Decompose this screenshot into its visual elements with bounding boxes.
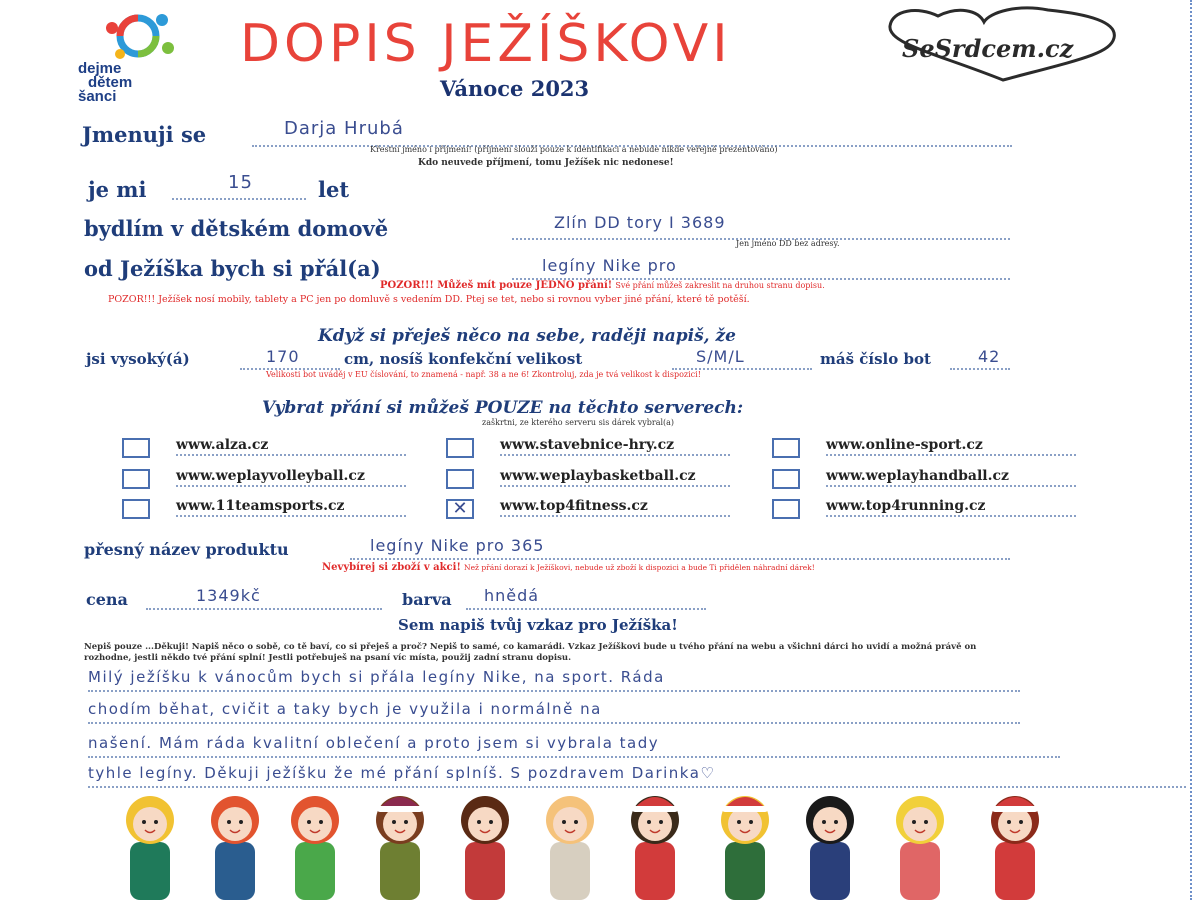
server-label: www.weplaybasketball.cz xyxy=(500,468,696,484)
server-line xyxy=(176,515,406,517)
server-line xyxy=(176,485,406,487)
product-value: legíny Nike pro 365 xyxy=(370,536,545,555)
sale-warning xyxy=(322,562,815,573)
server-line xyxy=(500,515,730,517)
server-line xyxy=(826,485,1076,487)
wish-warning-1-bold: POZOR!!! Můžeš mít pouze JEDNO přání! xyxy=(380,280,613,291)
shoe-line xyxy=(950,368,1010,370)
name-note: Křestní jméno i příjmení! (příjmení slouží pouze k identifikaci a nebude nikde veřejně prezentováno) xyxy=(370,145,778,154)
server-label: www.top4running.cz xyxy=(826,498,986,514)
child-figure xyxy=(806,796,854,900)
size-value: S/M/L xyxy=(696,347,745,366)
server-checkbox[interactable] xyxy=(446,469,474,489)
age-label-pre: je mi xyxy=(88,177,147,202)
shoe-value: 42 xyxy=(978,347,1001,366)
name-value: Darja Hrubá xyxy=(284,118,404,139)
checkmark-x-icon: ✕ xyxy=(452,498,468,519)
server-checkbox[interactable] xyxy=(122,469,150,489)
logo-text: dejme dětem šanci xyxy=(78,60,133,105)
sale-warning-rest: Než přání dorazí k Ježíškovi, nebude už zboží k dispozici a bude Ti přidělen náhradní dárek! xyxy=(464,563,815,572)
message-line-4: tyhle legíny. Děkuji ježíšku že mé přání splníš. S pozdravem Darinka♡ xyxy=(88,764,1186,788)
message-line-2: chodím běhat, cvičit a taky bych je využila i normálně na xyxy=(88,700,1020,724)
sale-warning-bold: Nevybírej si zboží v akci! xyxy=(322,562,461,573)
child-figure xyxy=(211,796,259,900)
page-dotted-border xyxy=(1190,0,1192,900)
price-line xyxy=(146,608,382,610)
server-label: www.online-sport.cz xyxy=(826,437,983,453)
server-checkbox[interactable] xyxy=(772,469,800,489)
server-line xyxy=(826,515,1076,517)
size-label: cm, nosíš konfekční velikost xyxy=(344,350,583,368)
price-label: cena xyxy=(86,590,128,609)
server-label: www.stavebnice-hry.cz xyxy=(500,437,675,453)
child-figure xyxy=(631,796,679,900)
wish-value: legíny Nike pro xyxy=(542,256,677,275)
page-title: DOPIS JEŽÍŠKOVI xyxy=(240,14,732,74)
organization-logo xyxy=(90,10,186,60)
brand-name: SeSrdcem.cz xyxy=(902,34,1074,63)
color-label: barva xyxy=(402,590,452,609)
server-label: www.top4fitness.cz xyxy=(500,498,648,514)
server-checkbox[interactable] xyxy=(446,438,474,458)
child-figure xyxy=(376,796,424,900)
servers-heading: Vybrat přání si můžeš POUZE na těchto serverech: xyxy=(262,398,744,418)
clothes-heading: Když si přeješ něco na sebe, raději napiš, že xyxy=(318,326,736,346)
server-checkbox[interactable] xyxy=(446,499,474,519)
children-row-icon xyxy=(110,786,1130,900)
age-label-post: let xyxy=(318,177,350,202)
home-label: bydlím v dětském domově xyxy=(84,216,389,241)
children-illustration xyxy=(110,786,1130,900)
shoe-label: máš číslo bot xyxy=(820,350,931,368)
server-line xyxy=(500,485,730,487)
height-value: 170 xyxy=(266,347,300,366)
message-line-3: našení. Mám ráda kvalitní oblečení a proto jsem si vybrala tady xyxy=(88,734,1060,758)
wish-warning-1-rest: Své přání můžeš zakreslit na druhou stranu dopisu. xyxy=(615,281,825,290)
wish-warning-1 xyxy=(380,280,825,291)
height-label: jsi vysoký(á) xyxy=(86,350,190,368)
home-value: Zlín DD tory I 3689 xyxy=(554,213,726,232)
product-line xyxy=(350,558,1010,560)
servers-note: zaškrtni, ze kterého serveru sis dárek vybral(a) xyxy=(482,418,675,427)
server-line xyxy=(500,454,730,456)
age-value: 15 xyxy=(228,172,253,193)
server-label: www.alza.cz xyxy=(176,437,269,453)
shoe-note: Velikosti bot uváděj v EU číslování, to znamená - např. 38 a ne 6! Zkontroluj, zda je tvá velikost k dispozici! xyxy=(266,370,701,379)
child-figure xyxy=(461,796,509,900)
wish-warning-2: POZOR!!! Ježíšek nosí mobily, tablety a PC jen po domluvě s vedením DD. Ptej se tet, nebo si rovnou vyber jiné přání, které tě potěší. xyxy=(108,294,750,305)
child-figure xyxy=(991,796,1039,900)
color-line xyxy=(466,608,706,610)
people-circle-icon xyxy=(90,10,186,62)
age-line xyxy=(172,198,306,200)
message-line-1: Milý ježíšku k vánocům bych si přála legíny Nike, na sport. Ráda xyxy=(88,668,1020,692)
server-checkbox[interactable] xyxy=(122,438,150,458)
child-figure xyxy=(721,796,769,900)
child-figure xyxy=(291,796,339,900)
name-warning: Kdo neuvede příjmení, tomu Ježíšek nic nedonese! xyxy=(418,158,674,168)
message-heading: Sem napiš tvůj vzkaz pro Ježíška! xyxy=(398,616,678,634)
home-note: Jen jméno DD bez adresy. xyxy=(736,239,840,248)
product-label: přesný název produktu xyxy=(84,540,289,559)
server-checkbox[interactable] xyxy=(772,499,800,519)
server-line xyxy=(176,454,406,456)
server-label: www.weplayhandball.cz xyxy=(826,468,1009,484)
name-label: Jmenuji se xyxy=(82,122,207,147)
server-line xyxy=(826,454,1076,456)
child-figure xyxy=(896,796,944,900)
server-checkbox[interactable] xyxy=(772,438,800,458)
price-value: 1349kč xyxy=(196,586,261,605)
child-figure xyxy=(546,796,594,900)
message-instructions: Nepiš pouze ...Děkuji! Napiš něco o sobě, co tě baví, co si přeješ a proč? Nepiš to samé, co kamarádi. Vzkaz Ježíškovi bude u tvého přání na webu a všichni dárci ho uvidí a možná právě on rozhodne, jestli někdo tvé přání splní! Jestli potřebuješ na psaní víc místa, použij zadní stranu dopisu. xyxy=(84,642,977,663)
wish-label: od Ježíška bych si přál(a) xyxy=(84,256,381,281)
page-subtitle: Vánoce 2023 xyxy=(440,76,590,101)
color-value: hnědá xyxy=(484,586,540,605)
server-checkbox[interactable] xyxy=(122,499,150,519)
server-label: www.weplayvolleyball.cz xyxy=(176,468,365,484)
child-figure xyxy=(126,796,174,900)
server-label: www.11teamsports.cz xyxy=(176,498,345,514)
